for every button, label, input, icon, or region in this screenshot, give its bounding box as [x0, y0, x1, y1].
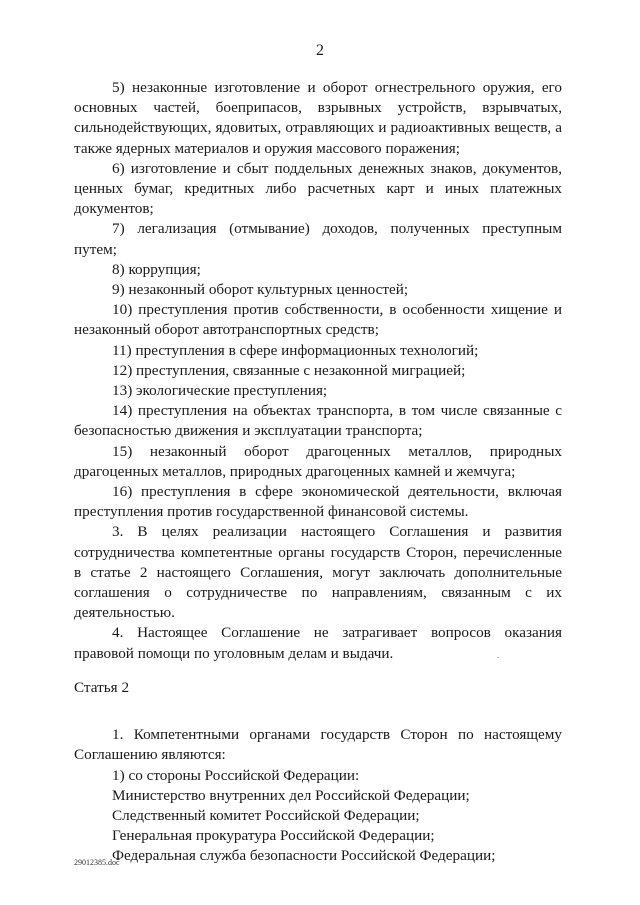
document-body — [74, 78, 562, 867]
paragraph-agency-gp: Генеральная прокуратура Российской Федерации; — [112, 827, 435, 845]
page-number: 2 — [316, 42, 324, 59]
paragraph-clause-3: 3. В целях реализации настоящего Соглашения и развития сотрудничества компетентные органы государств Сторон, перечисленные в статье 2 настоящего Соглашения, могут заключать дополнительные соглашения о сотрудничестве по направлениям, связанным с их деятельностью. — [74, 523, 562, 622]
paragraph-item-8: 8) коррупция; — [112, 260, 201, 278]
paragraph-item-5: 5) незаконные изготовление и оборот огнестрельного оружия, его основных частей, боеприпасов, взрывных устройств, взрывчатых, сильнодействующих, ядовитых, отравляющих и радиоактивных веществ, а также ядерных материалов и оружия массового поражения; — [74, 79, 562, 157]
paragraph-item-13: 13) экологические преступления; — [112, 382, 328, 400]
paragraph-clause-1: 1. Компетентными органами государств Сторон по настоящему Соглашению являются: — [74, 726, 562, 764]
scan-speck — [497, 657, 499, 658]
paragraph-clause-4: 4. Настоящее Соглашение не затрагивает вопросов оказания правовой помощи по уголовным делам и выдачи. — [74, 624, 562, 662]
paragraph-item-11: 11) преступления в сфере информационных технологий; — [112, 341, 479, 359]
paragraph-item-10: 10) преступления против собственности, в особенности хищение и незаконный оборот автотранспортных средств; — [74, 301, 562, 339]
paragraph-agency-mvd: Министерство внутренних дел Российской Федерации; — [112, 786, 470, 804]
paragraph-item-6: 6) изготовление и сбыт поддельных денежных знаков, документов, ценных бумаг, кредитных либо расчетных карт и иных платежных документов; — [74, 159, 562, 218]
footer-filename: 29012385.doc — [74, 858, 120, 867]
paragraph-item-16: 16) преступления в сфере экономической деятельности, включая преступления против государственной финансовой системы. — [74, 483, 562, 521]
paragraph-item-9: 9) незаконный оборот культурных ценностей; — [112, 281, 409, 299]
paragraph-item-14: 14) преступления на объектах транспорта, в том числе связанные с безопасностью движения и эксплуатации транспорта; — [74, 402, 562, 440]
paragraph-item-12: 12) преступления, связанные с незаконной миграцией; — [112, 361, 466, 379]
paragraph-agency-sk: Следственный комитет Российской Федерации; — [112, 806, 420, 824]
article-heading: Статья 2 — [74, 678, 130, 696]
paragraph-item-7: 7) легализация (отмывание) доходов, полученных преступным путем; — [74, 220, 562, 258]
paragraph-agency-fsb: Федеральная служба безопасности Российской Федерации; — [112, 847, 496, 865]
paragraph-subitem-1: 1) со стороны Российской Федерации: — [112, 766, 360, 784]
paragraph-item-15: 15) незаконный оборот драгоценных металлов, природных драгоценных металлов, природных драгоценных камней и жемчуга; — [74, 442, 562, 480]
